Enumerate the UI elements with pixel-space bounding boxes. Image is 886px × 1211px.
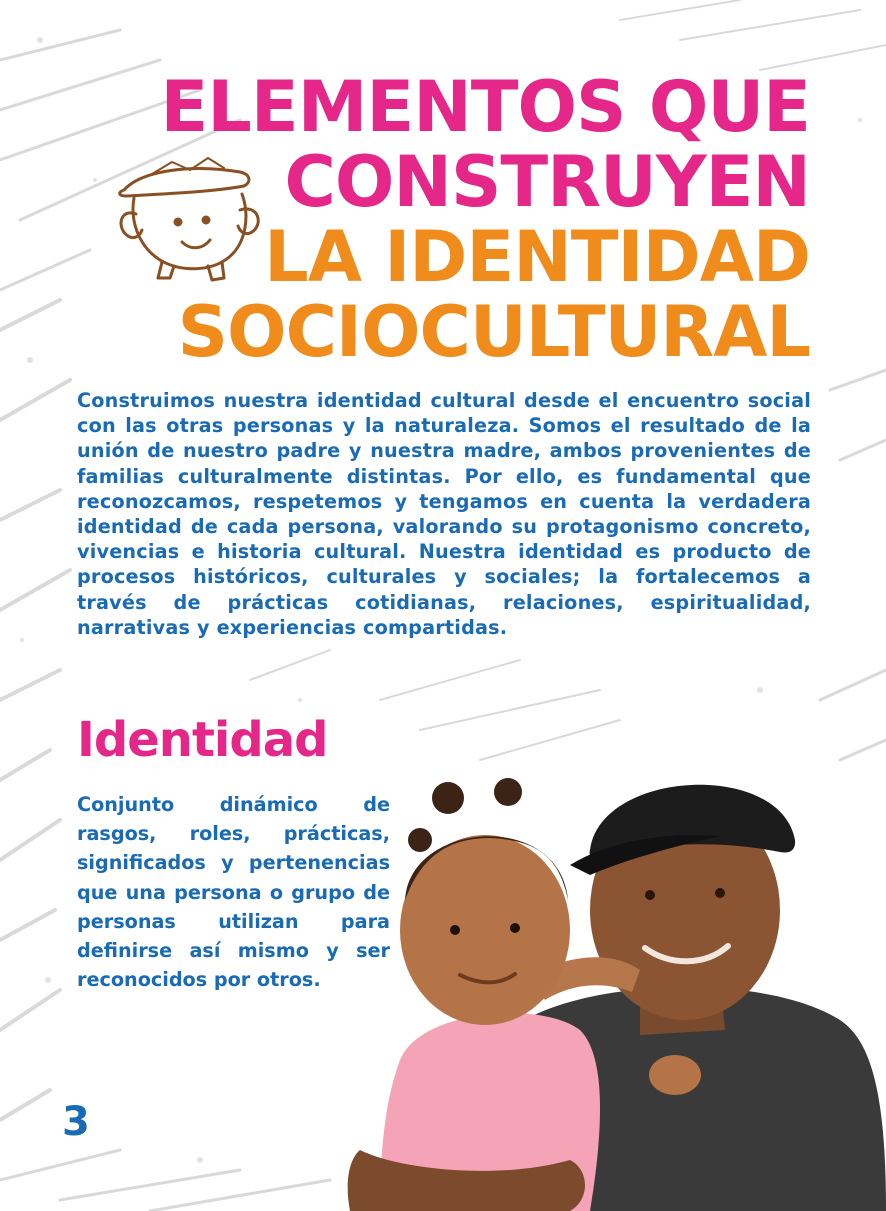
title-line-1: ELEMENTOS QUE (160, 66, 810, 148)
title-line-2: CONSTRUYEN (284, 141, 810, 223)
intro-paragraph: Construimos nuestra identidad cultural desde el encuentro social con las otras personas y la naturaleza. Somos el resultado de la unión de nuestro padre y nuestra madre, ambos provenientes de familias culturalmente distintas. Por ello, es fundamental que reconozcamos, respetemos y tengamos en cuenta la verdadera identidad de cada persona, valorando su protagonismo concreto, vivencias e historia cultural. Nuestra identidad es producto de procesos históricos, culturales y sociales; la fortalecemos a través de prácticas cotidianas, relaciones, espiritualidad, narrativas y experiencias compartidas. (77, 389, 811, 639)
photo-woman-and-child (340, 730, 886, 1211)
page-title (110, 66, 810, 373)
page-number: 3 (62, 1099, 90, 1145)
definition-paragraph: Conjunto dinámico de rasgos, roles, prácticas, significados y pertenencias que una persona o grupo de personas utilizan para definirse así mismo y ser reconocidos por otros. (77, 793, 390, 992)
title-line-4: SOCIOCULTURAL (177, 291, 810, 373)
section-heading: Identidad (77, 712, 328, 768)
title-line-3: LA IDENTIDAD (264, 216, 810, 298)
